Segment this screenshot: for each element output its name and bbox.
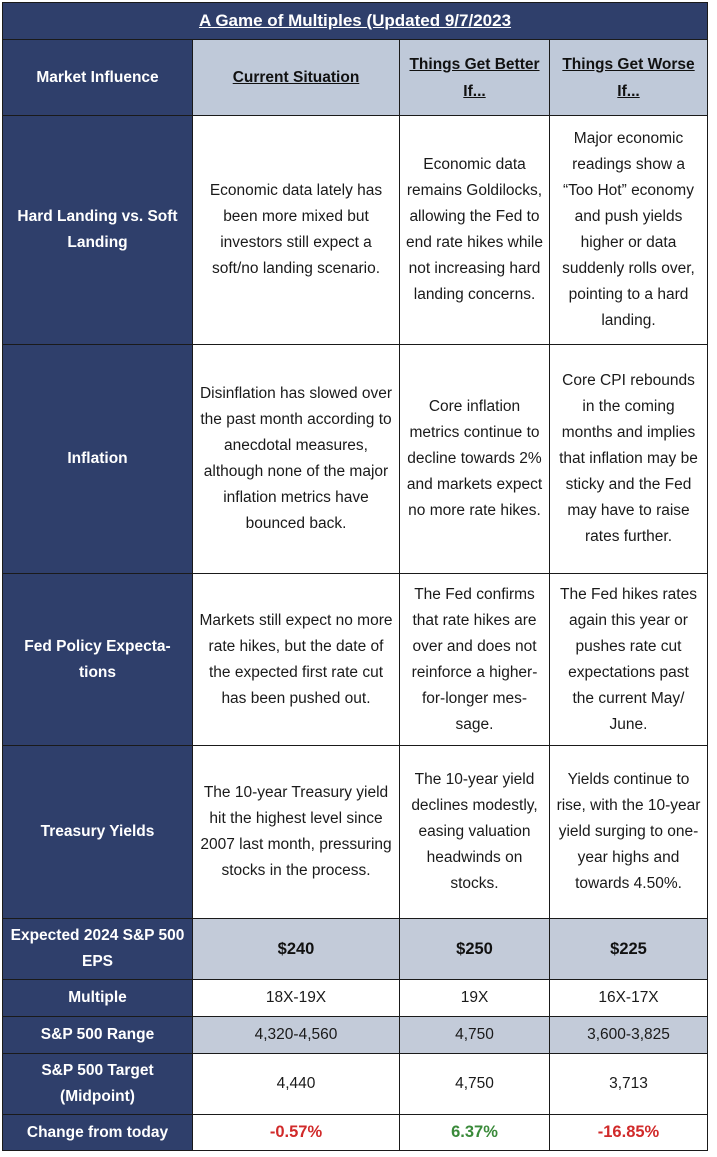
cell-eps-worse: $225 (550, 919, 708, 980)
header-row (3, 40, 708, 116)
header-things-get-better: Things Get Better If... (400, 40, 550, 116)
row-range (3, 1017, 708, 1054)
cell-target-better: 4,750 (400, 1054, 550, 1115)
row-label-eps: Expected 2024 S&P 500 EPS (3, 919, 193, 980)
cell-multiple-better: 19X (400, 980, 550, 1017)
row-label-range: S&P 500 Range (3, 1017, 193, 1054)
cell-fed-policy-current: Markets still expect no more rate hikes, but the date of the expected first rate cut has been pushed out. (193, 574, 400, 746)
header-market-influence: Market Influence (3, 40, 193, 116)
row-label-target: S&P 500 Target (Midpoint) (3, 1054, 193, 1115)
cell-hard-landing-current: Economic data lately has been more mixed but investors still expect a soft/no landing scenario. (193, 116, 400, 345)
multiples-table (2, 2, 708, 1151)
cell-inflation-current: Disinflation has slowed over the past month according to anecdotal measures, although none of the major inflation metrics have bounced back. (193, 345, 400, 574)
title-row (3, 3, 708, 40)
row-label-multiple: Multiple (3, 980, 193, 1017)
cell-target-worse: 3,713 (550, 1054, 708, 1115)
row-multiple (3, 980, 708, 1017)
row-change (3, 1115, 708, 1151)
cell-fed-policy-better: The Fed confirms that rate hikes are over and does not reinforce a higher-for-longer message. (400, 574, 550, 746)
row-label-change: Change from today (3, 1115, 193, 1151)
row-treasury-yields (3, 746, 708, 919)
cell-range-current: 4,320-4,560 (193, 1017, 400, 1054)
cell-change-better: 6.37% (400, 1115, 550, 1151)
row-label-treasury-yields: Treasury Yields (3, 746, 193, 919)
row-eps (3, 919, 708, 980)
cell-treasury-current: The 10-year Treasury yield hit the highest level since 2007 last month, pressuring stocks in the process. (193, 746, 400, 919)
cell-treasury-better: The 10-year yield declines modestly, easing valuation headwinds on stocks. (400, 746, 550, 919)
row-inflation (3, 345, 708, 574)
cell-treasury-worse: Yields continue to rise, with the 10-year yield surging to one-year highs and towards 4.50%. (550, 746, 708, 919)
row-label-inflation: Inflation (3, 345, 193, 574)
row-target (3, 1054, 708, 1115)
row-label-hard-landing: Hard Landing vs. Soft Landing (3, 116, 193, 345)
row-label-fed-policy: Fed Policy Expectations (3, 574, 193, 746)
cell-hard-landing-better: Economic data remains Goldilocks, allowing the Fed to end rate hikes while not increasing hard landing concerns. (400, 116, 550, 345)
cell-inflation-worse: Core CPI rebounds in the coming months and implies that inflation may be sticky and the Fed may have to raise rates further. (550, 345, 708, 574)
cell-multiple-current: 18X-19X (193, 980, 400, 1017)
cell-change-current: -0.57% (193, 1115, 400, 1151)
header-things-get-worse: Things Get Worse If... (550, 40, 708, 116)
cell-eps-current: $240 (193, 919, 400, 980)
cell-range-worse: 3,600-3,825 (550, 1017, 708, 1054)
table-title: A Game of Multiples (Updated 9/7/2023 (3, 3, 708, 40)
cell-target-current: 4,440 (193, 1054, 400, 1115)
header-current-situation: Current Situation (193, 40, 400, 116)
cell-eps-better: $250 (400, 919, 550, 980)
cell-multiple-worse: 16X-17X (550, 980, 708, 1017)
cell-hard-landing-worse: Major economic readings show a “Too Hot” economy and push yields higher or data suddenly rolls over, pointing to a hard landing. (550, 116, 708, 345)
cell-inflation-better: Core inflation metrics continue to decline towards 2% and markets expect no more rate hikes. (400, 345, 550, 574)
cell-range-better: 4,750 (400, 1017, 550, 1054)
row-hard-landing (3, 116, 708, 345)
cell-fed-policy-worse: The Fed hikes rates again this year or pushes rate cut expectations past the current May/ June. (550, 574, 708, 746)
cell-change-worse: -16.85% (550, 1115, 708, 1151)
row-fed-policy (3, 574, 708, 746)
